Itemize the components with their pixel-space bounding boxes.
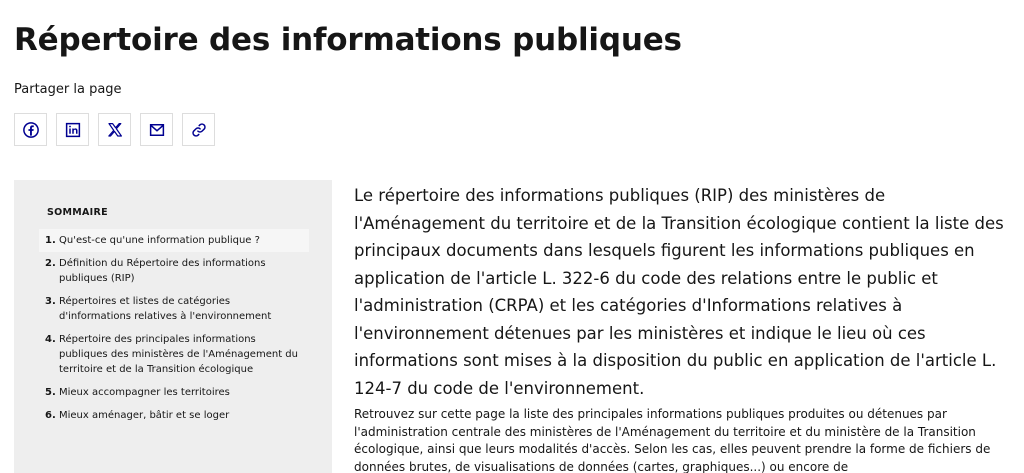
sommaire-item-label: Mieux accompagner les territoires xyxy=(59,387,230,398)
page-title: Répertoire des informations publiques xyxy=(14,22,682,58)
body-paragraph: Retrouvez sur cette page la liste des principales informations publiques produites ou détenues par l'administration centrale des ministères de l'Aménagement du territoire et du ministère de la Transition écologique, ainsi que leurs modalités d'accès. Selon les cas, elles peuvent prendre la forme de fichiers de données brutes, de visualisations de données (cartes, graphiques...) ou encore de xyxy=(354,407,991,473)
sommaire-item-number: 1. xyxy=(45,235,56,246)
intro-paragraph: Le répertoire des informations publiques (RIP) des ministères de l'Aménagement du territoire et de la Transition écologique contient la liste des principaux documents dans lesquels figurent les informations publiques en application de l'article L. 322-6 du code des relations entre le public et l'administration (CRPA) et les catégories d'Informations relatives à l'environnement détenues par les ministères et indique le lieu où ces informations sont mises à la disposition du public en application de l'article L. 124-7 du code de l'environnement. xyxy=(354,186,1004,398)
sommaire-item-label: Définition du Répertoire des informations publiques (RIP) xyxy=(59,258,266,284)
sommaire-item-number: 6. xyxy=(45,410,56,421)
sommaire-item-number: 4. xyxy=(45,334,56,345)
share-linkedin-button[interactable] xyxy=(56,113,89,146)
share-buttons xyxy=(14,113,215,146)
sommaire-panel xyxy=(14,180,332,473)
sommaire-item-4[interactable] xyxy=(39,328,309,381)
mail-icon xyxy=(148,121,166,139)
sommaire-item-number: 2. xyxy=(45,258,56,269)
sommaire-list xyxy=(39,229,309,427)
share-x-button[interactable] xyxy=(98,113,131,146)
share-label: Partager la page xyxy=(14,82,122,97)
copy-link-button[interactable] xyxy=(182,113,215,146)
sommaire-item-number: 3. xyxy=(45,296,56,307)
sommaire-item-6[interactable] xyxy=(39,404,309,427)
sommaire-item-label: Qu'est-ce qu'une information publique ? xyxy=(59,235,260,246)
share-facebook-button[interactable] xyxy=(14,113,47,146)
share-email-button[interactable] xyxy=(140,113,173,146)
sommaire-item-number: 5. xyxy=(45,387,56,398)
sommaire-item-1[interactable] xyxy=(39,229,309,252)
sommaire-item-2[interactable] xyxy=(39,252,309,290)
linkedin-icon xyxy=(64,121,82,139)
facebook-icon xyxy=(22,121,40,139)
sommaire-item-3[interactable] xyxy=(39,290,309,328)
sommaire-item-label: Mieux aménager, bâtir et se loger xyxy=(59,410,230,421)
sommaire-item-5[interactable] xyxy=(39,381,309,404)
sommaire-item-label: Répertoires et listes de catégories d'informations relatives à l'environnement xyxy=(59,296,272,322)
sommaire-item-label: Répertoire des principales informations publiques des ministères de l'Aménagement du territoire et de la Transition écologique xyxy=(59,334,298,375)
link-icon xyxy=(190,121,208,139)
sommaire-title: SOMMAIRE xyxy=(47,207,108,218)
x-icon xyxy=(106,121,124,139)
